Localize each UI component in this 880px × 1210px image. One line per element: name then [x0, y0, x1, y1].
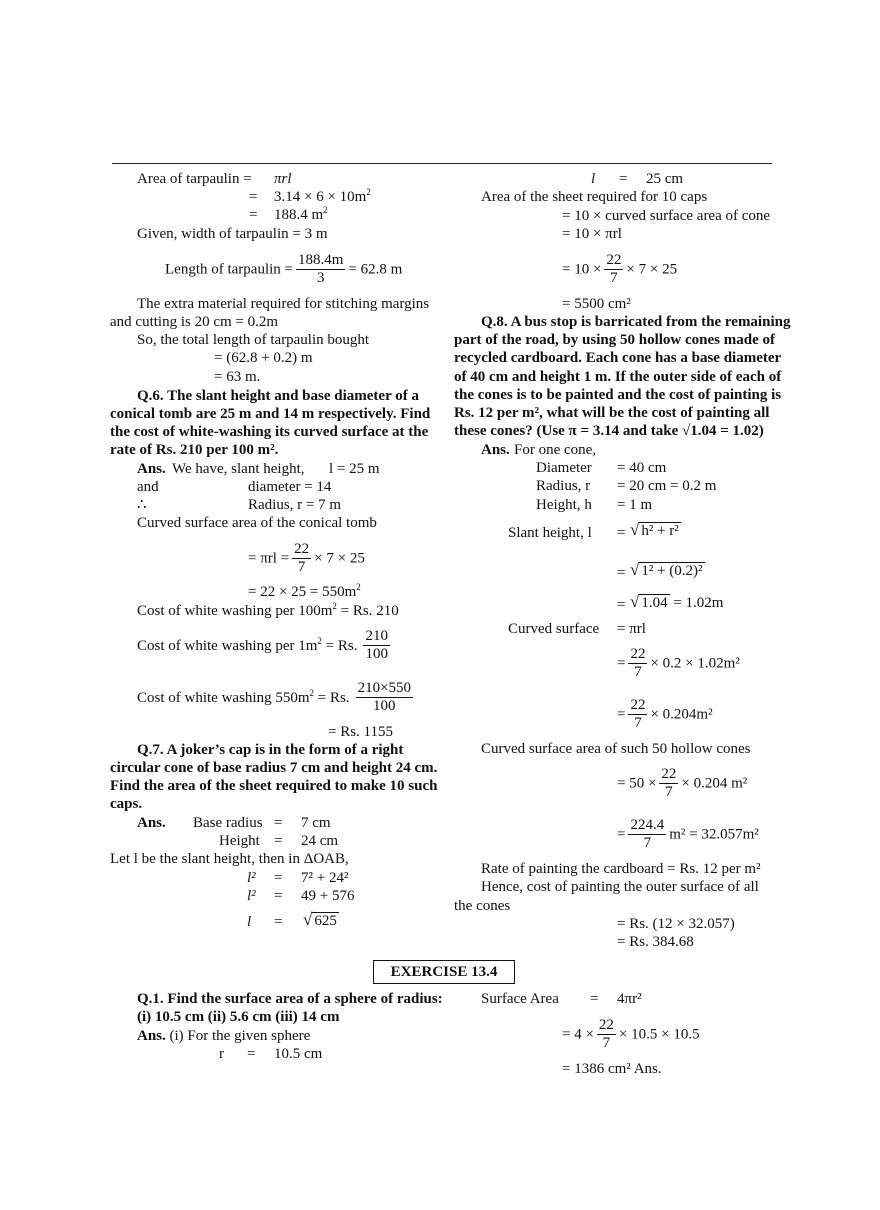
- result: = Rs. 384.68: [617, 934, 694, 950]
- text-line: So, the total length of tarpaulin bought: [137, 332, 370, 348]
- question-6: the cost of white-washing its curved surface at the: [110, 424, 429, 440]
- csa-result: = $22 \times 25 = 550m^2$: [248, 582, 361, 600]
- step: = $\frac{224.4}{7}$ m² = 32.057m²: [617, 817, 759, 851]
- key: l: [591, 171, 596, 187]
- text-line: Area of the sheet required for 10 caps: [481, 189, 708, 205]
- question-8: part of the road, by using 50 hollow cones made of: [454, 332, 775, 348]
- tarpaulin-length: Length of tarpaulin = $\frac{188.4m}{3}$ = 62.8 m: [165, 252, 403, 286]
- value: = πrl: [617, 621, 646, 637]
- text-line: the cones: [454, 898, 511, 914]
- eq: =: [249, 207, 258, 223]
- question-6: Q.6. The slant height and base diameter of a: [137, 388, 419, 404]
- sqrt-625: √ 625: [303, 910, 337, 929]
- question-8: Rs. 12 per m², what will be the cost of painting all: [454, 405, 770, 421]
- text-line: and cutting is 20 cm = 0.2m: [110, 314, 279, 330]
- question-7: circular cone of base radius 7 cm and height 24 cm.: [110, 760, 438, 776]
- eq: =: [274, 870, 283, 886]
- step: = 10 × πrl: [562, 226, 622, 242]
- text-line: Rate of painting the cardboard = Rs. 12 per m²: [481, 861, 761, 877]
- result: = 1386 cm² Ans.: [562, 1061, 662, 1077]
- value: = 1 m: [617, 497, 653, 513]
- total-length-step: = (62.8 + 0.2) m: [214, 350, 313, 366]
- key: Height, h: [536, 497, 592, 513]
- answer-label: Ans.: [137, 815, 166, 831]
- eq: =: [249, 189, 258, 205]
- question-8: of 40 cm and height 1 m. If the outer side of each of: [454, 369, 782, 385]
- eq: =: [274, 914, 283, 930]
- key: r: [219, 1046, 224, 1062]
- cost-550: Cost of white washing $550m^2 = Rs$. $\frac{210\times 550}{100}$: [137, 680, 412, 714]
- question-7: Q.7. A joker’s cap is in the form of a right: [137, 742, 404, 758]
- text-line: Curved surface area of such 50 hollow cones: [481, 741, 751, 757]
- exercise-question-1: Q.1. Find the surface area of a sphere of radius:: [137, 991, 443, 1007]
- text-line: For one cone,: [514, 442, 597, 458]
- key: l: [247, 914, 252, 930]
- value: 7² + 24²: [301, 870, 349, 886]
- cost-per-1: Cost of white washing per $1m^2 = Rs$. $\frac{210}{100}$: [137, 628, 388, 662]
- tarpaulin-area-label: Area of tarpaulin =: [137, 171, 252, 187]
- value: 7 cm: [301, 815, 331, 831]
- eq: =: [617, 597, 626, 613]
- answer-line: Ans. (i) For the given sphere: [137, 1028, 311, 1044]
- total-length-result: = 63 m.: [214, 369, 261, 385]
- text-line: Hence, cost of painting the outer surface of all: [481, 879, 759, 895]
- key: Diameter: [536, 460, 592, 476]
- key: Slant height, l: [508, 525, 592, 541]
- exercise-heading: EXERCISE 13.4: [373, 960, 515, 984]
- eq: =: [247, 1046, 256, 1062]
- question-8: recycled cardboard. Each cone has a base diameter: [454, 350, 782, 366]
- value: = 20 cm = 0.2 m: [617, 478, 717, 494]
- cost-per-100: Cost of white washing per $100m^2 = Rs$. 210: [137, 601, 399, 619]
- key: Base radius: [193, 815, 263, 831]
- eq: =: [274, 833, 283, 849]
- value: 49 + 576: [301, 888, 355, 904]
- text-line: Let l be the slant height, then in ΔOAB,: [110, 851, 349, 867]
- tarpaulin-area-formula: πrl: [274, 171, 292, 187]
- eq: =: [617, 565, 626, 581]
- question-6: conical tomb are 25 m and 14 m respectively. Find: [110, 406, 431, 422]
- value: l = 25 m: [329, 461, 380, 477]
- value: diameter = 14: [248, 479, 332, 495]
- question-8: Q.8. A bus stop is barricated from the remaining: [481, 314, 791, 330]
- tarpaulin-area-result: 188.4 $m^2$: [274, 205, 328, 223]
- step: = 10 × curved surface area of cone: [562, 208, 771, 224]
- value: 24 cm: [301, 833, 339, 849]
- eq: =: [590, 991, 599, 1007]
- result: = 5500 cm²: [562, 296, 631, 312]
- value: = 40 cm: [617, 460, 667, 476]
- key: Radius, r: [536, 478, 591, 494]
- question-7: Find the area of the sheet required to make 10 such: [110, 778, 438, 794]
- value: 10.5 cm: [274, 1046, 323, 1062]
- step: = 50 × $\frac{22}{7}$ × 0.204 m²: [617, 766, 748, 800]
- eq: =: [617, 525, 626, 541]
- text-line: Curved surface area of the conical tomb: [137, 515, 377, 531]
- step: = $\frac{22}{7}$ × 0.204m²: [617, 697, 713, 731]
- step: = Rs. (12 × 32.057): [617, 916, 735, 932]
- key: Curved surface: [508, 621, 600, 637]
- value: Radius, r = 7 m: [248, 497, 342, 513]
- header-rule: [112, 163, 772, 164]
- eq: =: [619, 171, 628, 187]
- key: Surface Area: [481, 991, 559, 1007]
- value: 25 cm: [646, 171, 684, 187]
- question-8: the cones is to be painted and the cost of painting is: [454, 387, 782, 403]
- cost-result: = Rs. 1155: [328, 724, 393, 740]
- tarpaulin-width: Given, width of tarpaulin = 3 m: [137, 226, 328, 242]
- text-line: and: [137, 479, 159, 495]
- question-6: rate of Rs. 210 per 100 m².: [110, 442, 279, 458]
- eq: =: [274, 888, 283, 904]
- question-7: caps.: [110, 796, 143, 812]
- answer-label: Ans.: [137, 461, 166, 477]
- key: l²: [247, 870, 256, 886]
- sqrt-expression: √ 1.04 = 1.02m: [630, 592, 724, 611]
- sqrt-expression: √ h² + r²: [630, 520, 679, 539]
- csa-step: = πrl = $\frac{22}{7}$ × 7 × 25: [248, 541, 365, 575]
- step: = 10 × $\frac{22}{7}$ × 7 × 25: [562, 252, 678, 286]
- step: = $\frac{22}{7}$ × 0.2 × 1.02m²: [617, 646, 740, 680]
- key: Height: [219, 833, 260, 849]
- text-line: The extra material required for stitching margins: [137, 296, 430, 312]
- answer-label: Ans.: [481, 442, 510, 458]
- eq: =: [274, 815, 283, 831]
- exercise-question-1: (i) 10.5 cm (ii) 5.6 cm (iii) 14 cm: [137, 1009, 340, 1025]
- tarpaulin-area-step: $3.14 \times 6 \times 10m^2$: [274, 187, 371, 205]
- therefore-symbol: ∴: [137, 497, 147, 513]
- key: l²: [247, 888, 256, 904]
- question-8: these cones? (Use π = 3.14 and take √1.04 = 1.02): [454, 423, 764, 439]
- step: = 4 × $\frac{22}{7}$ × 10.5 × 10.5: [562, 1017, 700, 1051]
- sqrt-expression: √ 1² + (0.2)²: [630, 560, 703, 579]
- text-line: We have, slant height,: [172, 461, 305, 477]
- value: 4πr²: [617, 991, 642, 1007]
